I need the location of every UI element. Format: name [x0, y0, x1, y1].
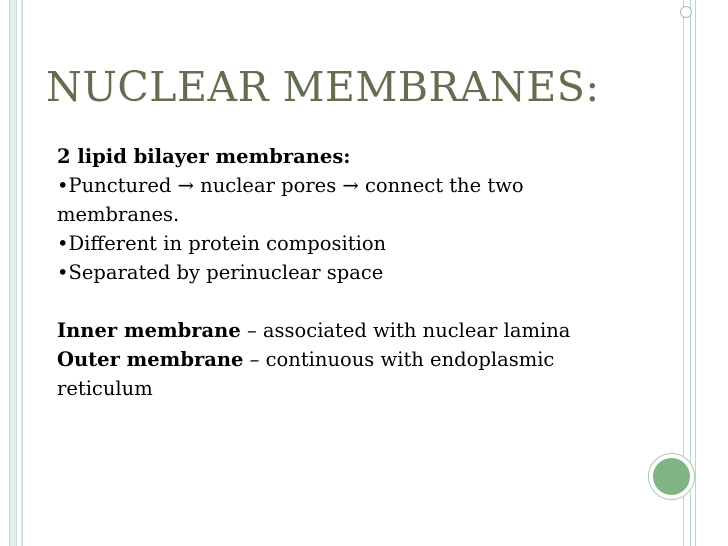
- bullet-text: •Punctured: [57, 174, 178, 197]
- term-text: – continuous with endoplasmic reticulum: [57, 348, 555, 400]
- arrow-right-icon: →: [342, 174, 359, 197]
- arrow-right-icon: →: [177, 174, 194, 197]
- bullet-item: •Different in protein composition: [57, 232, 387, 255]
- bullet-item: [57, 171, 617, 229]
- slide-title: NUCLEAR MEMBRANES:: [46, 63, 600, 111]
- term-label: Outer membrane: [57, 348, 244, 371]
- term-label: Inner membrane: [57, 319, 241, 342]
- right-decor-line: [695, 0, 696, 546]
- top-circle-icon: [680, 6, 692, 18]
- term-text: – associated with nuclear lamina: [240, 319, 571, 342]
- section-heading: 2 lipid bilayer membranes:: [57, 145, 351, 168]
- bullet-item: •Separated by perinuclear space: [57, 261, 384, 284]
- definition-outer: [57, 345, 617, 403]
- left-decor-line: [21, 0, 23, 546]
- slide-body: [57, 142, 617, 403]
- bottom-circle-icon: [653, 458, 690, 495]
- left-decor-bar: [9, 0, 17, 546]
- definition-inner: [57, 316, 617, 345]
- bullet-text: connect the two membranes.: [57, 174, 524, 226]
- bullet-text: nuclear pores: [193, 174, 343, 197]
